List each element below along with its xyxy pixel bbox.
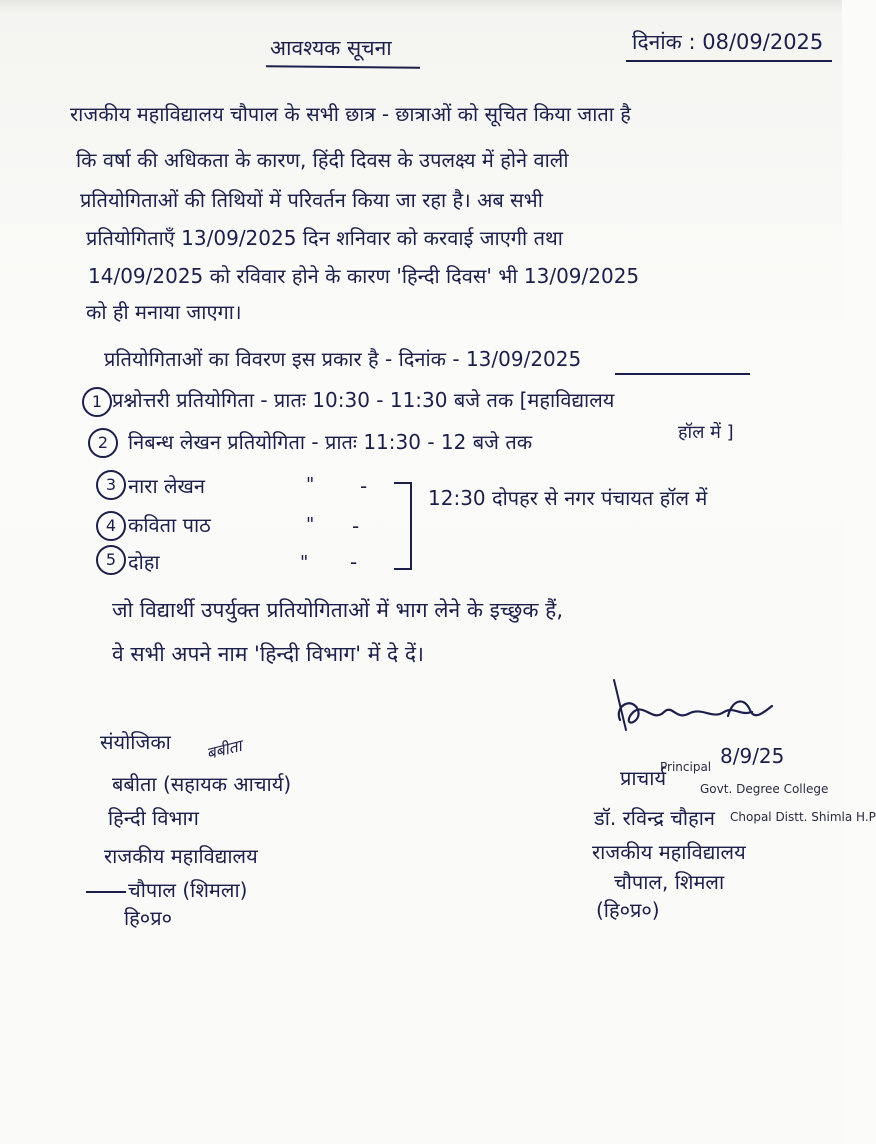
- grouping-bracket: [394, 482, 412, 570]
- competition-poetry: कविता पाठ: [128, 513, 211, 537]
- ditto-mark: ": [306, 514, 315, 535]
- competition-essay: निबन्ध लेखन प्रतियोगिता - प्रातः 11:30 - 12 बजे तक: [128, 430, 533, 454]
- top-edge-strip: [0, 0, 842, 14]
- principal-signature: [612, 676, 782, 746]
- principal-location: चौपाल, शिमला: [614, 870, 725, 894]
- closing-line: वे सभी अपने नाम 'हिन्दी विभाग' में दे दें।: [112, 642, 424, 666]
- coordinator-location: चौपाल (शिमला): [128, 878, 248, 902]
- competition-slogan: नारा लेखन: [128, 474, 206, 498]
- principal-signature-date: 8/9/25: [720, 744, 785, 768]
- schedule-date-underline: [615, 373, 750, 375]
- closing-line: जो विद्यार्थी उपर्युक्त प्रतियोगिताओं में भाग लेने के इच्छुक हैं,: [112, 598, 564, 622]
- principal-institution: राजकीय महाविद्यालय: [592, 840, 746, 864]
- coordinator-signature: बबीता: [204, 735, 244, 764]
- coordinator-state: हि०प्र०: [124, 906, 172, 930]
- competition-number: 2: [88, 428, 118, 458]
- coordinator-name: बबीता (सहायक आचार्य): [112, 772, 292, 796]
- ditto-mark: ": [300, 552, 309, 573]
- dash-mark: [86, 891, 126, 893]
- ditto-mark: ": [306, 474, 315, 495]
- stamp-location: Chopal Distt. Shimla H.P: [730, 810, 876, 824]
- coordinator-institution: राजकीय महाविद्यालय: [104, 844, 258, 868]
- body-line: प्रतियोगिताओं की तिथियों में परिवर्तन किया जा रहा है। अब सभी: [80, 188, 543, 212]
- body-line: कि वर्षा की अधिकता के कारण, हिंदी दिवस के उपलक्ष्य में होने वाली: [76, 148, 569, 172]
- shared-venue: 12:30 दोपहर से नगर पंचायत हॉल में: [428, 486, 708, 510]
- date-underline: [626, 60, 832, 62]
- principal-name: डॉ. रविन्द्र चौहान: [594, 806, 716, 830]
- competition-quiz: प्रश्नोत्तरी प्रतियोगिता - प्रातः 10:30 - 11:30 बजे तक [महाविद्यालय: [112, 388, 615, 412]
- body-line: को ही मनाया जाएगा।: [86, 300, 242, 324]
- title-underline: [266, 65, 420, 69]
- dash-mark: -: [350, 550, 358, 574]
- competition-number: 4: [96, 511, 126, 541]
- notice-date: दिनांक : 08/09/2025: [632, 30, 824, 54]
- stamp-principal: Principal: [660, 760, 712, 774]
- dash-mark: -: [360, 474, 368, 498]
- competition-quiz-venue: हॉल में ]: [678, 422, 734, 443]
- coordinator-role: संयोजिका: [100, 730, 171, 754]
- competition-number: 5: [96, 545, 126, 575]
- body-line: प्रतियोगिताएँ 13/09/2025 दिन शनिवार को करवाई जाएगी तथा: [86, 226, 563, 250]
- body-line: राजकीय महाविद्यालय चौपाल के सभी छात्र - छात्राओं को सूचित किया जाता है: [70, 102, 631, 126]
- principal-state: (हि०प्र०): [596, 898, 660, 922]
- stamp-college: Govt. Degree College: [700, 782, 829, 796]
- coordinator-department: हिन्दी विभाग: [108, 806, 199, 830]
- competition-doha: दोहा: [128, 550, 160, 574]
- schedule-intro: प्रतियोगिताओं का विवरण इस प्रकार है - दिनांक - 13/09/2025: [104, 347, 582, 371]
- competition-number: 1: [82, 387, 112, 417]
- body-line: 14/09/2025 को रविवार होने के कारण 'हिन्दी दिवस' भी 13/09/2025: [88, 264, 640, 288]
- dash-mark: -: [352, 514, 360, 538]
- principal-role: प्राचार्य: [620, 766, 667, 790]
- notice-title: आवश्यक सूचना: [270, 36, 392, 60]
- competition-number: 3: [96, 470, 126, 500]
